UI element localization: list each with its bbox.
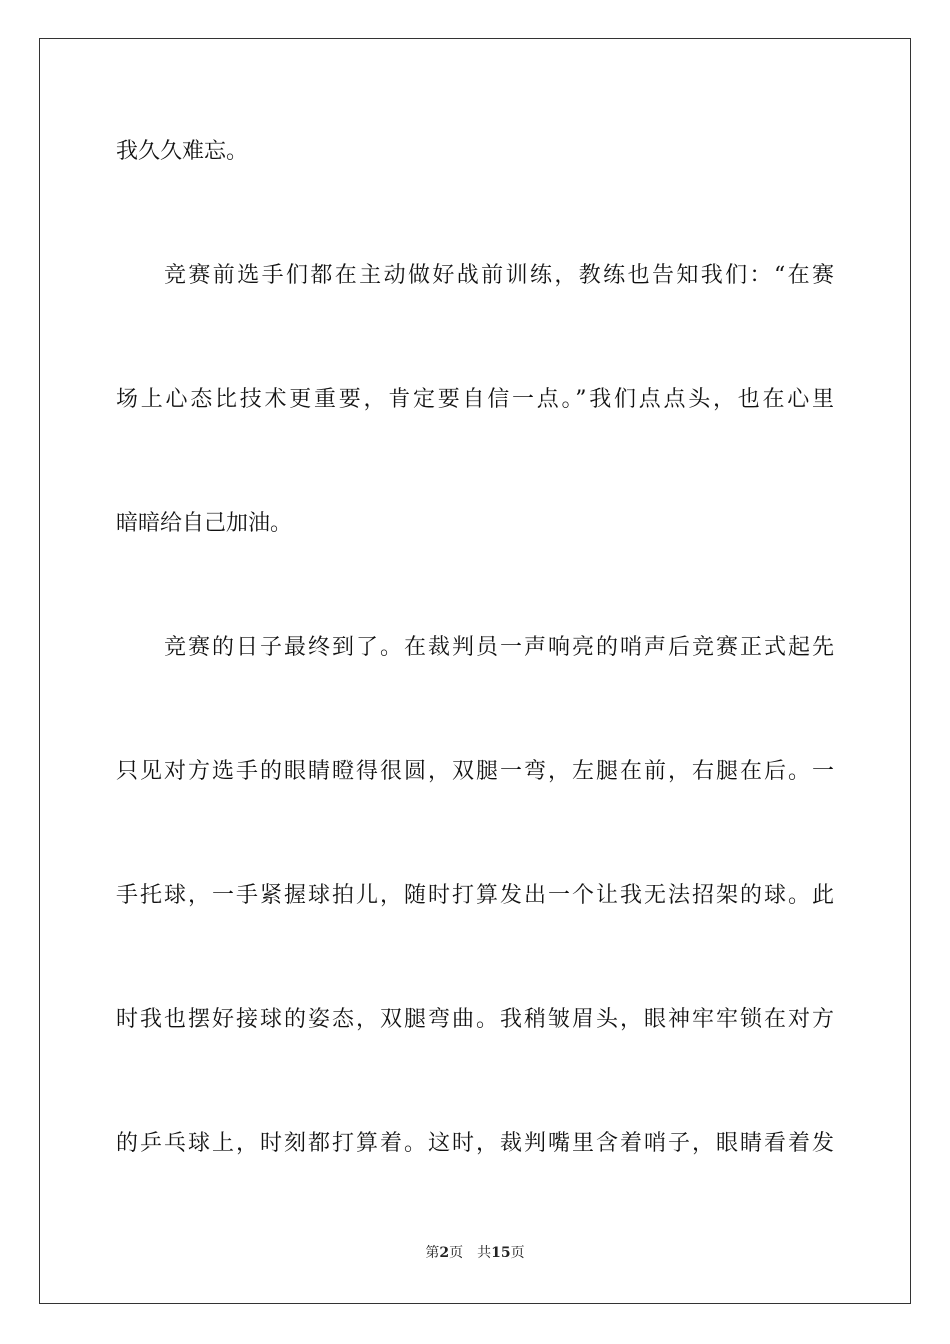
text-line-3: 场上心态比技术更重要，肯定要自信一点。”我们点点头，也在心里	[116, 387, 834, 412]
footer-total-suffix: 页	[510, 1245, 525, 1261]
footer-page-total: 15	[491, 1245, 511, 1261]
text-line-5: 竞赛的日子最终到了。在裁判员一声响亮的哨声后竞赛正式起先	[164, 635, 834, 660]
page-frame	[39, 38, 911, 1304]
text-line-2: 竞赛前选手们都在主动做好战前训练，教练也告知我们：“在赛	[164, 263, 834, 288]
footer-total-prefix: 共	[477, 1245, 492, 1261]
footer-page-current: 2	[439, 1245, 450, 1261]
page-footer	[0, 1243, 950, 1263]
text-line-1: 我久久难忘。	[116, 139, 249, 164]
text-line-9: 的乒乓球上，时刻都打算着。这时，裁判嘴里含着哨子，眼睛看着发	[116, 1131, 834, 1156]
text-line-4: 暗暗给自己加油。	[116, 511, 293, 536]
footer-page-suffix: 页	[449, 1245, 464, 1261]
text-line-6: 只见对方选手的眼睛瞪得很圆，双腿一弯，左腿在前，右腿在后。一	[116, 759, 834, 784]
text-line-7: 手托球，一手紧握球拍儿，随时打算发出一个让我无法招架的球。此	[116, 883, 834, 908]
footer-page-prefix: 第	[425, 1245, 440, 1261]
text-line-8: 时我也摆好接球的姿态，双腿弯曲。我稍皱眉头，眼神牢牢锁在对方	[116, 1007, 834, 1032]
